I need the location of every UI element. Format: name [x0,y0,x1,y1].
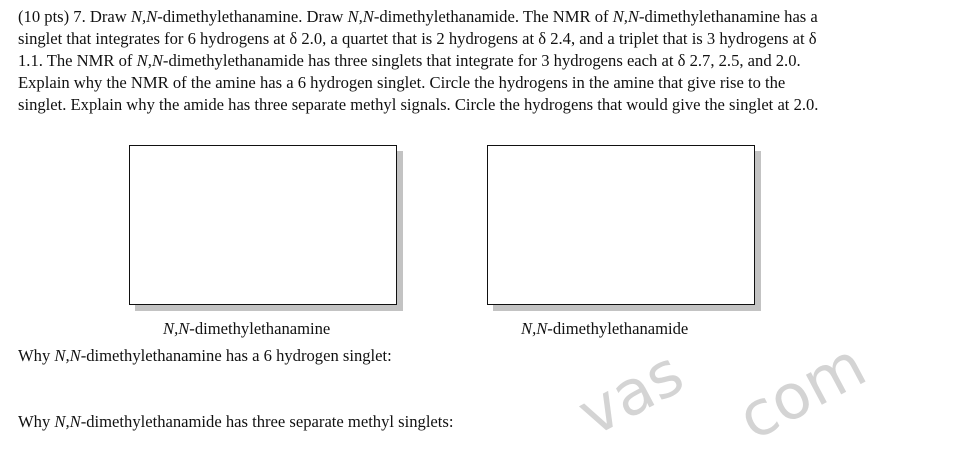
amine-drawing-box[interactable] [129,145,397,305]
amine-box-caption: N,N-dimethylethanamine [163,319,331,338]
amide-box-caption: N,N-dimethylethanamide [521,319,689,338]
amine-singlet-prompt: Why N,N-dimethylethanamine has a 6 hydrogen singlet: [18,346,392,365]
question-line-1: (10 pts) 7. Draw N,N-dimethylethanamine. Draw N,N-dimethylethanamide. The NMR of N,N-dimethylethanamine has a [18,7,818,26]
question-line-3: 1.1. The NMR of N,N-dimethylethanamide has three singlets that integrate for 3 hydrogens each at δ 2.7, 2.5, and 2.0. [18,51,801,70]
question-line-5: singlet. Explain why the amide has three separate methyl signals. Circle the hydrogens that would give the singlet at 2.0. [18,95,819,114]
watermark-text-2: com [726,327,878,455]
amide-singlets-prompt: Why N,N-dimethylethanamide has three separate methyl singlets: [18,412,454,431]
question-line-4: Explain why the NMR of the amine has a 6 hydrogen singlet. Circle the hydrogens in the amine that give rise to the [18,73,786,92]
watermark-text-1: vas [566,335,695,451]
question-line-2: singlet that integrates for 6 hydrogens at δ 2.0, a quartet that is 2 hydrogens at δ 2.4, and a triplet that is 3 hydrogens at δ [18,29,817,48]
amide-drawing-box[interactable] [487,145,755,305]
question-text [18,6,948,116]
